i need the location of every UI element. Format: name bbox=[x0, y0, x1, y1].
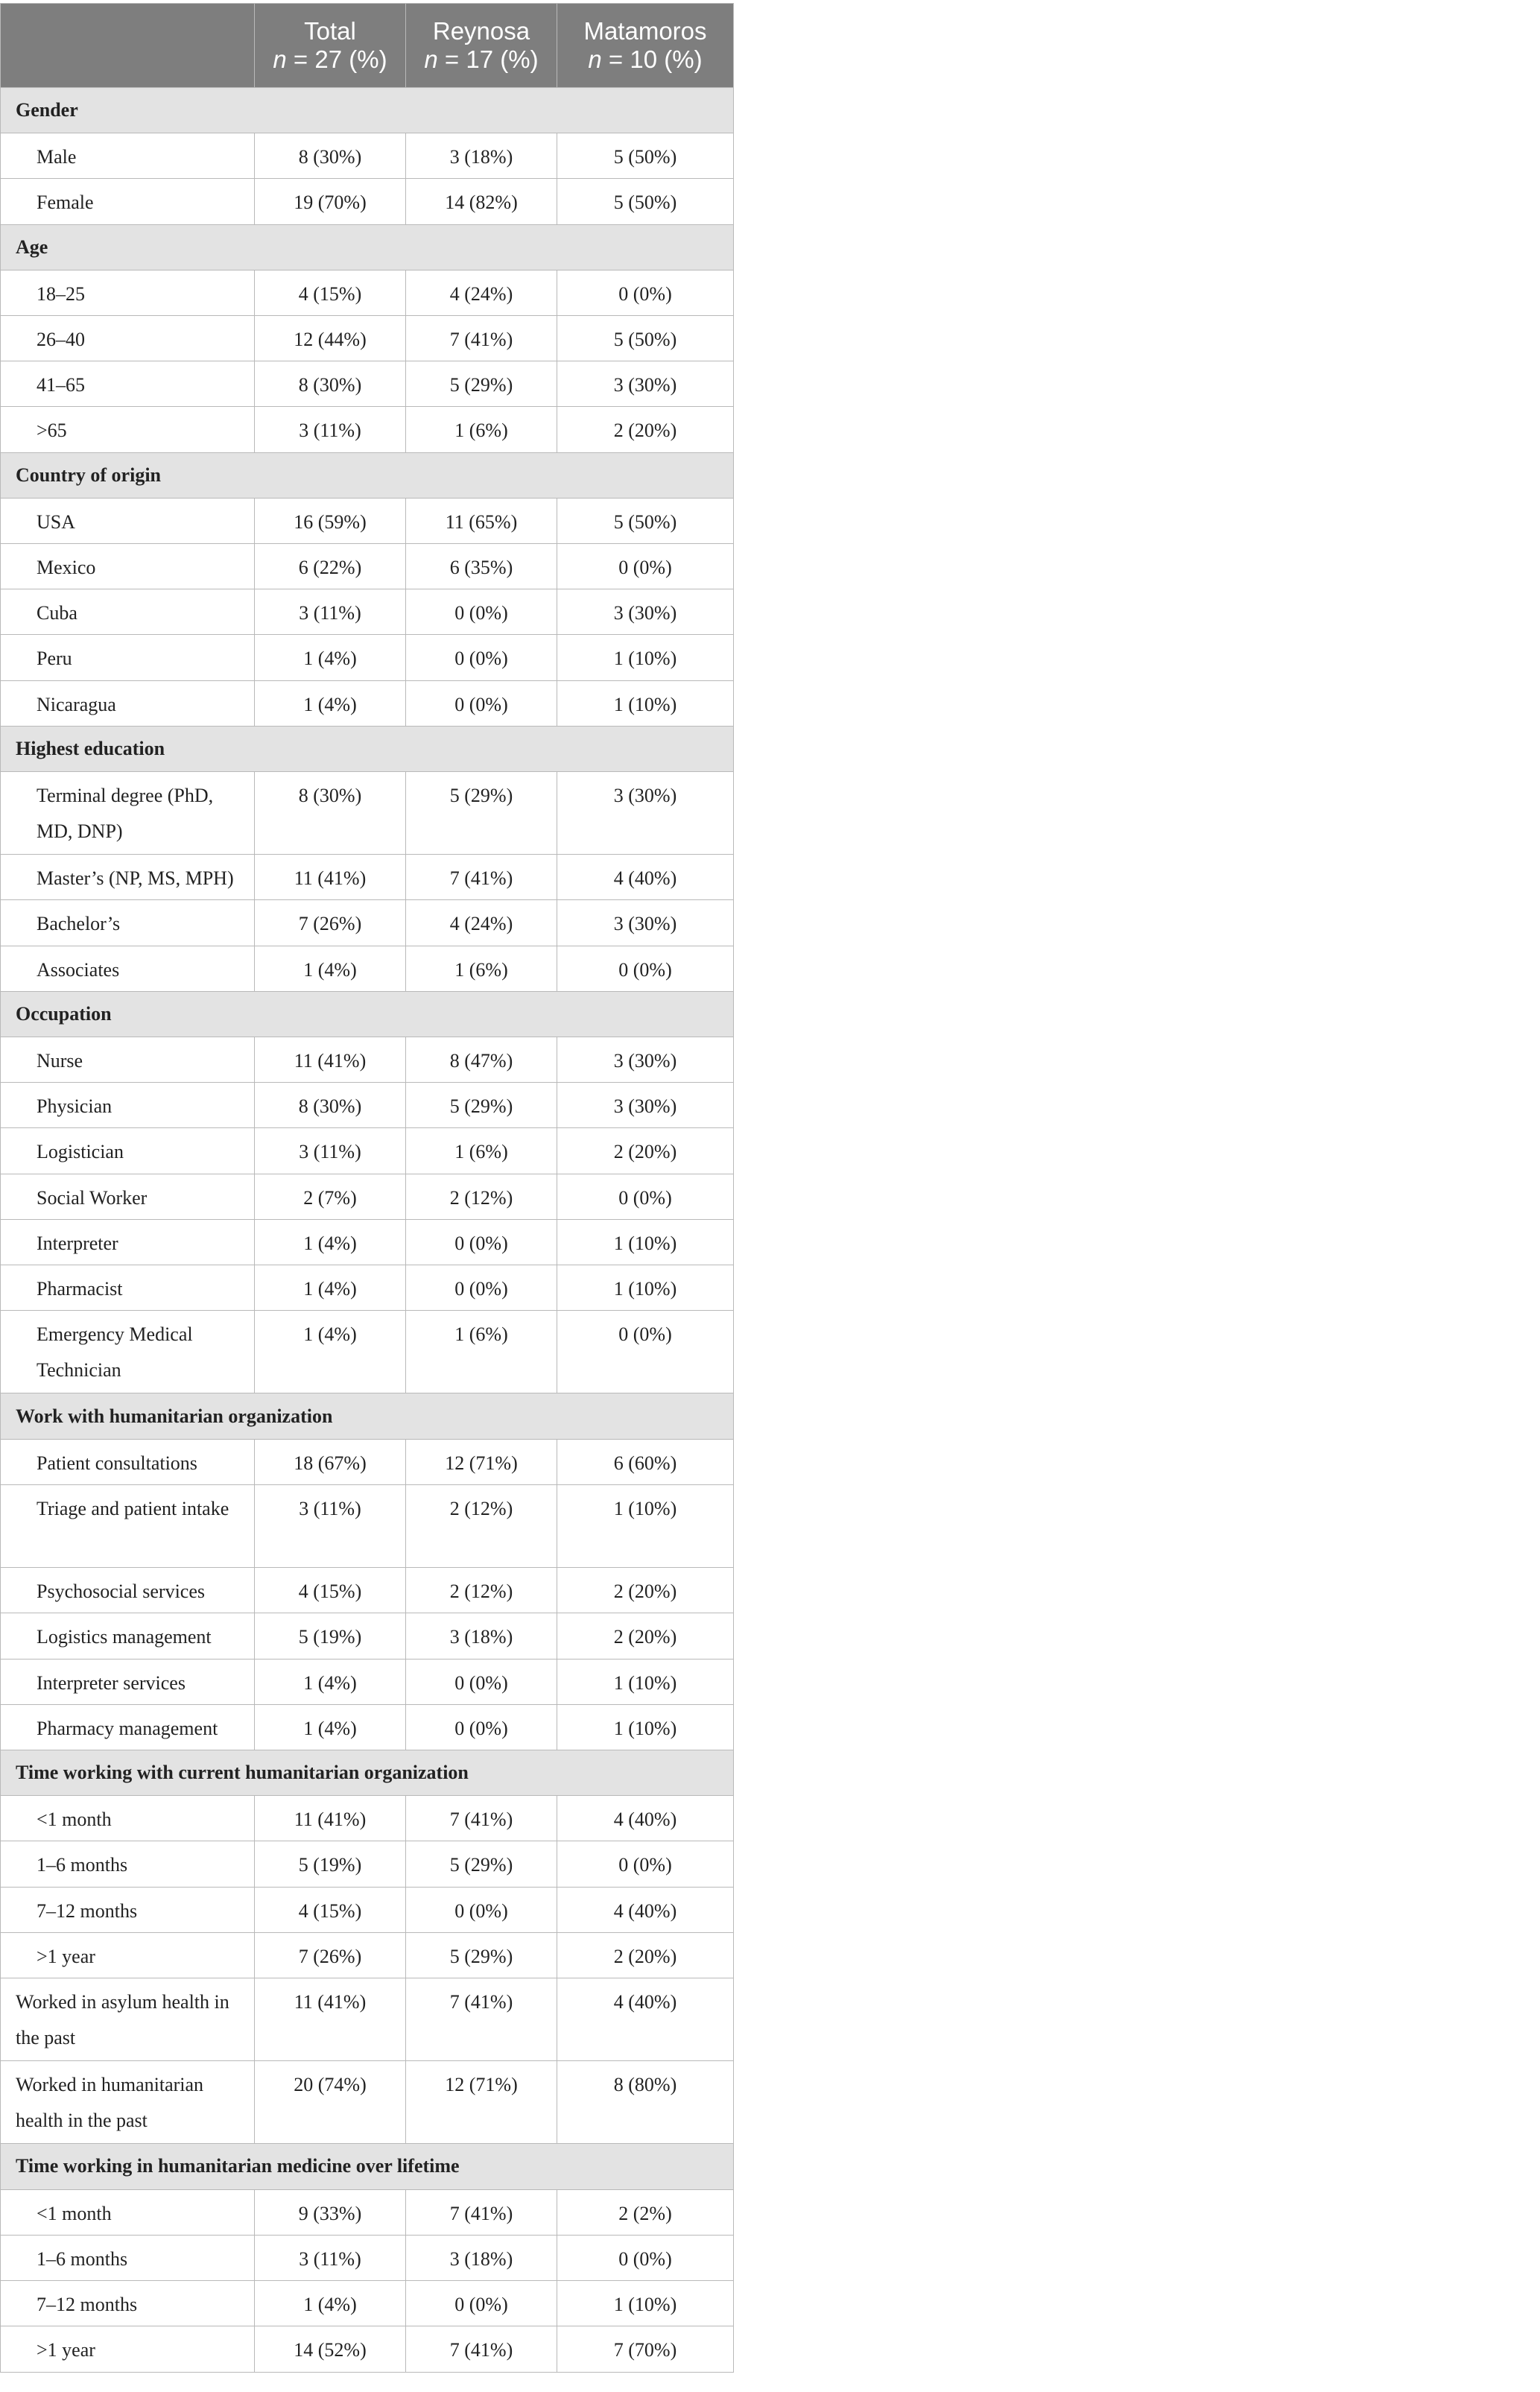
section-title: Time working with current humanitarian organization bbox=[1, 1750, 734, 1795]
table-row bbox=[1, 1568, 734, 1613]
cell-reynosa: 11 (65%) bbox=[406, 498, 557, 543]
table-row bbox=[1, 2061, 734, 2144]
table-row bbox=[1, 1083, 734, 1128]
row-label: Patient consultations bbox=[1, 1439, 255, 1484]
header-matamoros-n-value: = 10 (%) bbox=[601, 45, 703, 73]
header-total-n-value: = 27 (%) bbox=[286, 45, 387, 73]
cell-reynosa: 7 (41%) bbox=[406, 1796, 557, 1841]
cell-total: 3 (11%) bbox=[255, 2235, 406, 2280]
table-row bbox=[1, 2235, 734, 2280]
cell-matamoros: 2 (2%) bbox=[557, 2189, 734, 2235]
cell-reynosa: 1 (6%) bbox=[406, 946, 557, 991]
table-row bbox=[1, 2326, 734, 2373]
table-header bbox=[1, 4, 734, 88]
cell-reynosa: 0 (0%) bbox=[406, 635, 557, 680]
section-title: Gender bbox=[1, 88, 734, 133]
cell-matamoros: 0 (0%) bbox=[557, 2235, 734, 2280]
cell-total: 4 (15%) bbox=[255, 1887, 406, 1932]
row-label: Worked in asylum health in the past bbox=[1, 1978, 255, 2060]
cell-reynosa: 2 (12%) bbox=[406, 1174, 557, 1219]
section-header-row bbox=[1, 452, 734, 498]
row-label: Female bbox=[1, 179, 255, 224]
table-row bbox=[1, 855, 734, 900]
cell-reynosa: 7 (41%) bbox=[406, 316, 557, 361]
row-label: Master’s (NP, MS, MPH) bbox=[1, 855, 255, 900]
table-row bbox=[1, 589, 734, 635]
table-row bbox=[1, 1174, 734, 1219]
section-header-row bbox=[1, 88, 734, 133]
table-row bbox=[1, 1932, 734, 1978]
cell-matamoros: 1 (10%) bbox=[557, 2280, 734, 2326]
header-total-n bbox=[258, 45, 402, 74]
section-header-row bbox=[1, 991, 734, 1037]
header-reynosa bbox=[406, 4, 557, 88]
cell-total: 6 (22%) bbox=[255, 544, 406, 589]
cell-reynosa: 3 (18%) bbox=[406, 2235, 557, 2280]
cell-reynosa: 0 (0%) bbox=[406, 1219, 557, 1265]
header-row bbox=[1, 4, 734, 88]
cell-reynosa: 0 (0%) bbox=[406, 1704, 557, 1750]
section-title: Age bbox=[1, 224, 734, 270]
row-label: <1 month bbox=[1, 2189, 255, 2235]
cell-matamoros: 6 (60%) bbox=[557, 1439, 734, 1484]
cell-total: 2 (7%) bbox=[255, 1174, 406, 1219]
section-title: Highest education bbox=[1, 726, 734, 771]
cell-total: 1 (4%) bbox=[255, 635, 406, 680]
row-label: USA bbox=[1, 498, 255, 543]
cell-matamoros: 1 (10%) bbox=[557, 1219, 734, 1265]
table-row bbox=[1, 1311, 734, 1393]
cell-reynosa: 0 (0%) bbox=[406, 1887, 557, 1932]
cell-reynosa: 8 (47%) bbox=[406, 1037, 557, 1083]
cell-total: 1 (4%) bbox=[255, 1704, 406, 1750]
row-label: 26–40 bbox=[1, 316, 255, 361]
cell-matamoros: 4 (40%) bbox=[557, 855, 734, 900]
cell-reynosa: 4 (24%) bbox=[406, 900, 557, 946]
row-label: Male bbox=[1, 133, 255, 179]
row-label: Triage and patient intake bbox=[1, 1484, 255, 1567]
cell-matamoros: 1 (10%) bbox=[557, 635, 734, 680]
cell-reynosa: 1 (6%) bbox=[406, 1128, 557, 1174]
row-label: 1–6 months bbox=[1, 2235, 255, 2280]
table-row bbox=[1, 1887, 734, 1932]
row-label: Logistician bbox=[1, 1128, 255, 1174]
cell-total: 1 (4%) bbox=[255, 1265, 406, 1311]
header-matamoros bbox=[557, 4, 734, 88]
cell-matamoros: 2 (20%) bbox=[557, 1932, 734, 1978]
row-label: Physician bbox=[1, 1083, 255, 1128]
cell-reynosa: 5 (29%) bbox=[406, 1083, 557, 1128]
table-row bbox=[1, 2189, 734, 2235]
cell-reynosa: 12 (71%) bbox=[406, 1439, 557, 1484]
demographics-table bbox=[0, 3, 734, 2373]
cell-total: 14 (52%) bbox=[255, 2326, 406, 2373]
cell-matamoros: 4 (40%) bbox=[557, 1887, 734, 1932]
table-row bbox=[1, 361, 734, 407]
header-total bbox=[255, 4, 406, 88]
table-row bbox=[1, 1841, 734, 1887]
row-label: >1 year bbox=[1, 1932, 255, 1978]
row-label: >65 bbox=[1, 407, 255, 452]
cell-total: 5 (19%) bbox=[255, 1841, 406, 1887]
cell-matamoros: 1 (10%) bbox=[557, 1265, 734, 1311]
cell-matamoros: 5 (50%) bbox=[557, 179, 734, 224]
table-row bbox=[1, 544, 734, 589]
cell-reynosa: 0 (0%) bbox=[406, 2280, 557, 2326]
cell-matamoros: 1 (10%) bbox=[557, 1484, 734, 1567]
table-row bbox=[1, 1704, 734, 1750]
row-label: >1 year bbox=[1, 2326, 255, 2373]
cell-total: 3 (11%) bbox=[255, 407, 406, 452]
cell-total: 8 (30%) bbox=[255, 772, 406, 855]
section-header-row bbox=[1, 224, 734, 270]
cell-matamoros: 2 (20%) bbox=[557, 1128, 734, 1174]
row-label: Cuba bbox=[1, 589, 255, 635]
row-label: Bachelor’s bbox=[1, 900, 255, 946]
cell-reynosa: 1 (6%) bbox=[406, 1311, 557, 1393]
cell-reynosa: 5 (29%) bbox=[406, 1932, 557, 1978]
cell-total: 3 (11%) bbox=[255, 1484, 406, 1567]
table-row bbox=[1, 179, 734, 224]
row-label: Mexico bbox=[1, 544, 255, 589]
cell-matamoros: 4 (40%) bbox=[557, 1796, 734, 1841]
section-header-row bbox=[1, 726, 734, 771]
row-label: Logistics management bbox=[1, 1613, 255, 1659]
cell-reynosa: 5 (29%) bbox=[406, 361, 557, 407]
section-header-row bbox=[1, 2144, 734, 2189]
cell-reynosa: 2 (12%) bbox=[406, 1568, 557, 1613]
cell-total: 9 (33%) bbox=[255, 2189, 406, 2235]
table-row bbox=[1, 772, 734, 855]
cell-reynosa: 7 (41%) bbox=[406, 1978, 557, 2060]
cell-total: 11 (41%) bbox=[255, 855, 406, 900]
table-row bbox=[1, 2280, 734, 2326]
cell-total: 20 (74%) bbox=[255, 2061, 406, 2144]
row-label: Social Worker bbox=[1, 1174, 255, 1219]
cell-matamoros: 3 (30%) bbox=[557, 361, 734, 407]
header-blank-cell bbox=[1, 4, 255, 88]
table-row bbox=[1, 1659, 734, 1704]
cell-reynosa: 7 (41%) bbox=[406, 855, 557, 900]
cell-matamoros: 0 (0%) bbox=[557, 1174, 734, 1219]
cell-total: 19 (70%) bbox=[255, 179, 406, 224]
cell-matamoros: 7 (70%) bbox=[557, 2326, 734, 2373]
table-row bbox=[1, 316, 734, 361]
row-label: 18–25 bbox=[1, 270, 255, 315]
cell-total: 12 (44%) bbox=[255, 316, 406, 361]
cell-matamoros: 1 (10%) bbox=[557, 680, 734, 726]
table-row bbox=[1, 1613, 734, 1659]
cell-total: 18 (67%) bbox=[255, 1439, 406, 1484]
cell-reynosa: 1 (6%) bbox=[406, 407, 557, 452]
row-label: 7–12 months bbox=[1, 1887, 255, 1932]
cell-total: 8 (30%) bbox=[255, 133, 406, 179]
cell-matamoros: 2 (20%) bbox=[557, 1568, 734, 1613]
cell-reynosa: 7 (41%) bbox=[406, 2326, 557, 2373]
row-label: Nicaragua bbox=[1, 680, 255, 726]
cell-matamoros: 3 (30%) bbox=[557, 589, 734, 635]
section-title: Occupation bbox=[1, 991, 734, 1037]
header-total-name: Total bbox=[304, 17, 356, 45]
cell-reynosa: 0 (0%) bbox=[406, 1659, 557, 1704]
table-row bbox=[1, 946, 734, 991]
row-label: Terminal degree (PhD, MD, DNP) bbox=[1, 772, 255, 855]
row-label: Nurse bbox=[1, 1037, 255, 1083]
cell-matamoros: 3 (30%) bbox=[557, 1083, 734, 1128]
row-label: 7–12 months bbox=[1, 2280, 255, 2326]
table-row bbox=[1, 498, 734, 543]
cell-reynosa: 3 (18%) bbox=[406, 133, 557, 179]
cell-matamoros: 0 (0%) bbox=[557, 1841, 734, 1887]
cell-reynosa: 12 (71%) bbox=[406, 2061, 557, 2144]
cell-matamoros: 2 (20%) bbox=[557, 407, 734, 452]
cell-total: 1 (4%) bbox=[255, 946, 406, 991]
cell-matamoros: 0 (0%) bbox=[557, 544, 734, 589]
row-label: Pharmacy management bbox=[1, 1704, 255, 1750]
cell-total: 4 (15%) bbox=[255, 1568, 406, 1613]
row-label: <1 month bbox=[1, 1796, 255, 1841]
cell-matamoros: 0 (0%) bbox=[557, 1311, 734, 1393]
cell-matamoros: 0 (0%) bbox=[557, 270, 734, 315]
header-reynosa-n-value: = 17 (%) bbox=[437, 45, 539, 73]
table-row bbox=[1, 900, 734, 946]
cell-total: 3 (11%) bbox=[255, 589, 406, 635]
cell-matamoros: 4 (40%) bbox=[557, 1978, 734, 2060]
row-label: 1–6 months bbox=[1, 1841, 255, 1887]
cell-matamoros: 1 (10%) bbox=[557, 1659, 734, 1704]
row-label: Peru bbox=[1, 635, 255, 680]
table-row bbox=[1, 1265, 734, 1311]
header-matamoros-name: Matamoros bbox=[583, 17, 707, 45]
cell-matamoros: 3 (30%) bbox=[557, 772, 734, 855]
cell-reynosa: 14 (82%) bbox=[406, 179, 557, 224]
section-title: Country of origin bbox=[1, 452, 734, 498]
cell-reynosa: 3 (18%) bbox=[406, 1613, 557, 1659]
header-reynosa-name: Reynosa bbox=[432, 17, 530, 45]
cell-reynosa: 0 (0%) bbox=[406, 1265, 557, 1311]
row-label: Pharmacist bbox=[1, 1265, 255, 1311]
cell-total: 1 (4%) bbox=[255, 1311, 406, 1393]
cell-total: 1 (4%) bbox=[255, 1659, 406, 1704]
cell-total: 1 (4%) bbox=[255, 1219, 406, 1265]
header-total-n-symbol: n bbox=[273, 45, 287, 73]
cell-matamoros: 8 (80%) bbox=[557, 2061, 734, 2144]
row-label: Psychosocial services bbox=[1, 1568, 255, 1613]
cell-total: 8 (30%) bbox=[255, 1083, 406, 1128]
cell-reynosa: 5 (29%) bbox=[406, 772, 557, 855]
cell-total: 16 (59%) bbox=[255, 498, 406, 543]
cell-matamoros: 3 (30%) bbox=[557, 900, 734, 946]
section-header-row bbox=[1, 1393, 734, 1439]
table-row bbox=[1, 1796, 734, 1841]
table-row bbox=[1, 1484, 734, 1567]
section-header-row bbox=[1, 1750, 734, 1795]
cell-total: 7 (26%) bbox=[255, 1932, 406, 1978]
table-row bbox=[1, 270, 734, 315]
table-row bbox=[1, 1978, 734, 2060]
cell-matamoros: 3 (30%) bbox=[557, 1037, 734, 1083]
table-row bbox=[1, 680, 734, 726]
table-row bbox=[1, 1439, 734, 1484]
cell-total: 3 (11%) bbox=[255, 1128, 406, 1174]
row-label: Associates bbox=[1, 946, 255, 991]
table-row bbox=[1, 407, 734, 452]
cell-reynosa: 6 (35%) bbox=[406, 544, 557, 589]
header-matamoros-n bbox=[560, 45, 730, 74]
cell-reynosa: 4 (24%) bbox=[406, 270, 557, 315]
header-reynosa-n-symbol: n bbox=[424, 45, 438, 73]
table-row bbox=[1, 635, 734, 680]
cell-matamoros: 1 (10%) bbox=[557, 1704, 734, 1750]
cell-matamoros: 5 (50%) bbox=[557, 498, 734, 543]
cell-reynosa: 7 (41%) bbox=[406, 2189, 557, 2235]
table-row bbox=[1, 1128, 734, 1174]
cell-reynosa: 5 (29%) bbox=[406, 1841, 557, 1887]
cell-total: 5 (19%) bbox=[255, 1613, 406, 1659]
cell-total: 4 (15%) bbox=[255, 270, 406, 315]
section-title: Time working in humanitarian medicine over lifetime bbox=[1, 2144, 734, 2189]
cell-reynosa: 0 (0%) bbox=[406, 680, 557, 726]
header-reynosa-n bbox=[409, 45, 554, 74]
table-row bbox=[1, 1037, 734, 1083]
row-label: Interpreter bbox=[1, 1219, 255, 1265]
table-row bbox=[1, 1219, 734, 1265]
cell-total: 8 (30%) bbox=[255, 361, 406, 407]
table-body bbox=[1, 88, 734, 2373]
cell-total: 11 (41%) bbox=[255, 1978, 406, 2060]
cell-reynosa: 2 (12%) bbox=[406, 1484, 557, 1567]
cell-reynosa: 0 (0%) bbox=[406, 589, 557, 635]
cell-total: 11 (41%) bbox=[255, 1796, 406, 1841]
table-row bbox=[1, 133, 734, 179]
section-title: Work with humanitarian organization bbox=[1, 1393, 734, 1439]
cell-matamoros: 0 (0%) bbox=[557, 946, 734, 991]
cell-matamoros: 2 (20%) bbox=[557, 1613, 734, 1659]
cell-total: 11 (41%) bbox=[255, 1037, 406, 1083]
cell-matamoros: 5 (50%) bbox=[557, 316, 734, 361]
cell-total: 1 (4%) bbox=[255, 2280, 406, 2326]
row-label: Worked in humanitarian health in the past bbox=[1, 2061, 255, 2144]
cell-matamoros: 5 (50%) bbox=[557, 133, 734, 179]
cell-total: 1 (4%) bbox=[255, 680, 406, 726]
cell-total: 7 (26%) bbox=[255, 900, 406, 946]
row-label: 41–65 bbox=[1, 361, 255, 407]
row-label: Interpreter services bbox=[1, 1659, 255, 1704]
header-matamoros-n-symbol: n bbox=[588, 45, 602, 73]
row-label: Emergency Medical Technician bbox=[1, 1311, 255, 1393]
